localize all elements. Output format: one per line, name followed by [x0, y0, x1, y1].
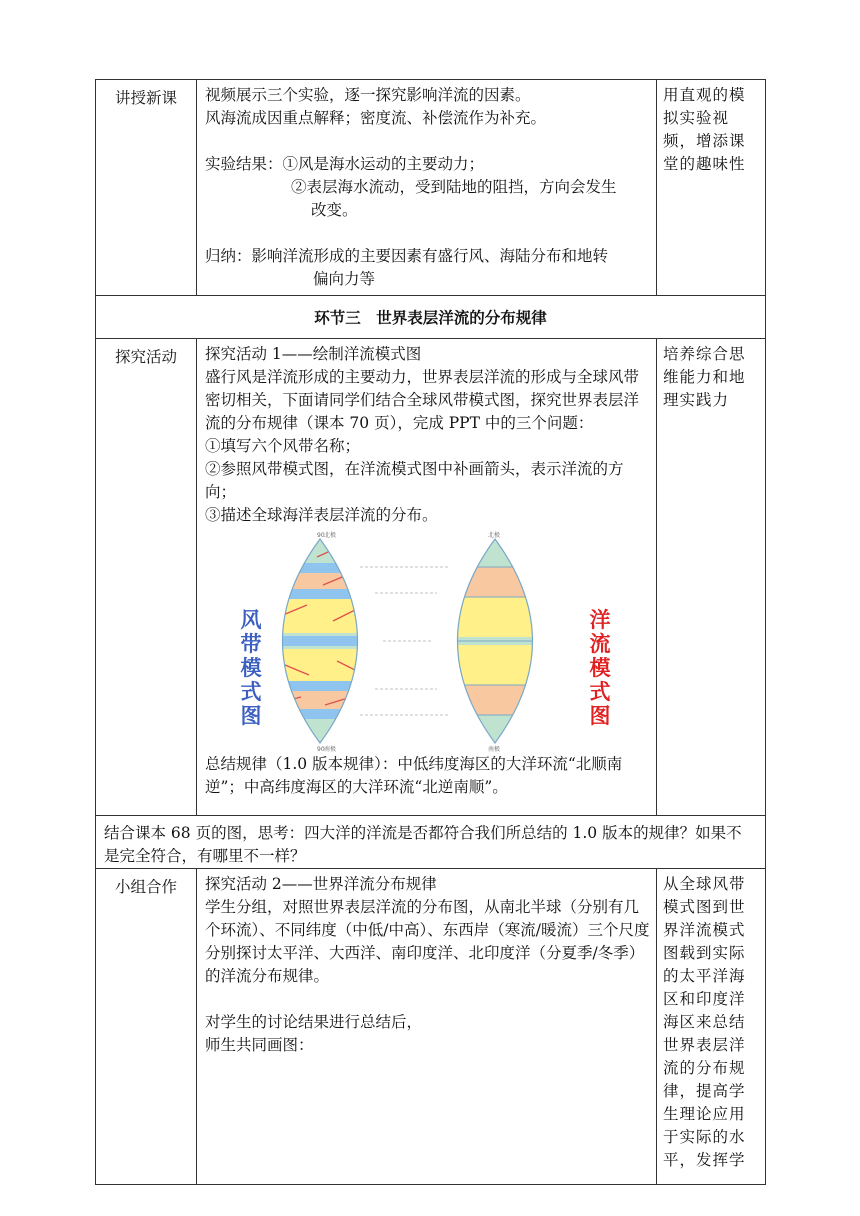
- question-1: ①填写六个风带名称；: [205, 437, 361, 455]
- activity-title: 探究活动 2——世界洋流分布规律: [205, 875, 437, 893]
- table-row: [96, 296, 766, 339]
- table-row: [96, 80, 766, 296]
- text-line: 风海流成因重点解释；密度流、补偿流作为补充。: [205, 109, 547, 127]
- text-line: 对学生的讨论结果进行总结后，: [205, 1013, 423, 1031]
- pole-label-south: 南极: [324, 746, 337, 753]
- text-line: 实验结果：①风是海水运动的主要动力；: [205, 155, 485, 173]
- row-note: 培养综合思维能力和地理实践力: [657, 339, 766, 816]
- lecture-content: [197, 80, 657, 296]
- activity-body: 学生分组，对照世界表层洋流的分布图，从南北半球（分别有几个环流）、不同纬度（中低/中高）、东西岸（寒流/暖流）三个尺度分别探讨太平洋、大西洋、南印度洋、北印度洋（分夏季/冬季）的洋流分布规律。: [205, 898, 650, 985]
- text-line: ②表层海水流动，受到陆地的阻挡，方向会发生: [291, 178, 617, 196]
- row-label-lecture: 讲授新课: [96, 80, 197, 296]
- text-line: 改变。: [311, 201, 358, 219]
- svg-text:流: 流: [589, 632, 611, 656]
- group-content: [197, 869, 657, 1185]
- text-line: 偏向力等: [313, 270, 376, 288]
- ocean-current-title: [590, 608, 612, 728]
- text-line: 归纳：影响洋流形成的主要因素有盛行风、海陆分布和地转: [205, 247, 609, 265]
- question-2: ②参照风带模式图，在洋流模式图中补画箭头，表示洋流的方向；: [205, 460, 624, 501]
- table-row: [96, 816, 766, 869]
- rule-summary: 总结规律（1.0 版本规律）：中低纬度海区的大洋环流“北顺南逆”；中高纬度海区的大洋环流“北逆南顺”。: [205, 755, 623, 796]
- activity-title: 探究活动 1——绘制洋流模式图: [205, 345, 422, 363]
- question-3: ③描述全球海洋表层洋流的分布。: [205, 506, 438, 524]
- svg-text:图: 图: [240, 704, 262, 728]
- svg-text:模: 模: [240, 656, 262, 680]
- row-label-explore: 探究活动: [96, 339, 197, 816]
- wind-belt-globe: [245, 539, 395, 743]
- svg-text:带: 带: [240, 632, 262, 656]
- row-label-group: 小组合作: [96, 869, 197, 1185]
- pole-label-south: 南极: [488, 746, 501, 753]
- text-line: 视频展示三个实验，逐一探究影响洋流的因素。: [205, 86, 531, 104]
- pole-label-north: 北极: [488, 532, 501, 539]
- wind-belt-title: [241, 608, 263, 728]
- table-row: [96, 339, 766, 816]
- activity-intro: 盛行风是洋流形成的主要动力，世界表层洋流的形成与全球风带密切相关，下面请同学们结合全球风带模式图，探究世界表层洋流的分布规律（课本 70 页），完成 PPT 中的三个问题：: [205, 368, 640, 432]
- lat-label: 90: [317, 532, 325, 539]
- ocean-current-globe: [420, 539, 570, 743]
- svg-text:洋: 洋: [589, 608, 611, 632]
- explore-content: [197, 339, 657, 816]
- row-note: 用直观的模拟实验视频，增添课堂的趣味性: [657, 80, 766, 296]
- figure-svg: [205, 529, 657, 753]
- lesson-plan-table: [95, 79, 766, 1185]
- pole-label-north: 北极: [324, 532, 337, 539]
- wind-current-figure: [205, 529, 650, 753]
- svg-text:式: 式: [589, 680, 611, 704]
- svg-text:模: 模: [589, 656, 611, 680]
- section-title: 环节三 世界表层洋流的分布规律: [96, 296, 766, 339]
- svg-text:图: 图: [589, 704, 611, 728]
- lat-label: 90: [317, 746, 325, 753]
- text-line: 师生共同画图：: [205, 1036, 314, 1054]
- svg-text:风: 风: [240, 608, 262, 632]
- row-note: 从全球风带模式图到世界洋流模式图载到实际的太平洋海区和印度洋海区来总结世界表层洋流的分布规律，提高学生理论应用于实际的水平，发挥学: [657, 869, 766, 1185]
- think-question: 结合课本 68 页的图，思考：四大洋的洋流是否都符合我们所总结的 1.0 版本的规律？如果不是完全符合，有哪里不一样？: [96, 816, 766, 869]
- table-row: [96, 869, 766, 1185]
- svg-text:式: 式: [240, 680, 262, 704]
